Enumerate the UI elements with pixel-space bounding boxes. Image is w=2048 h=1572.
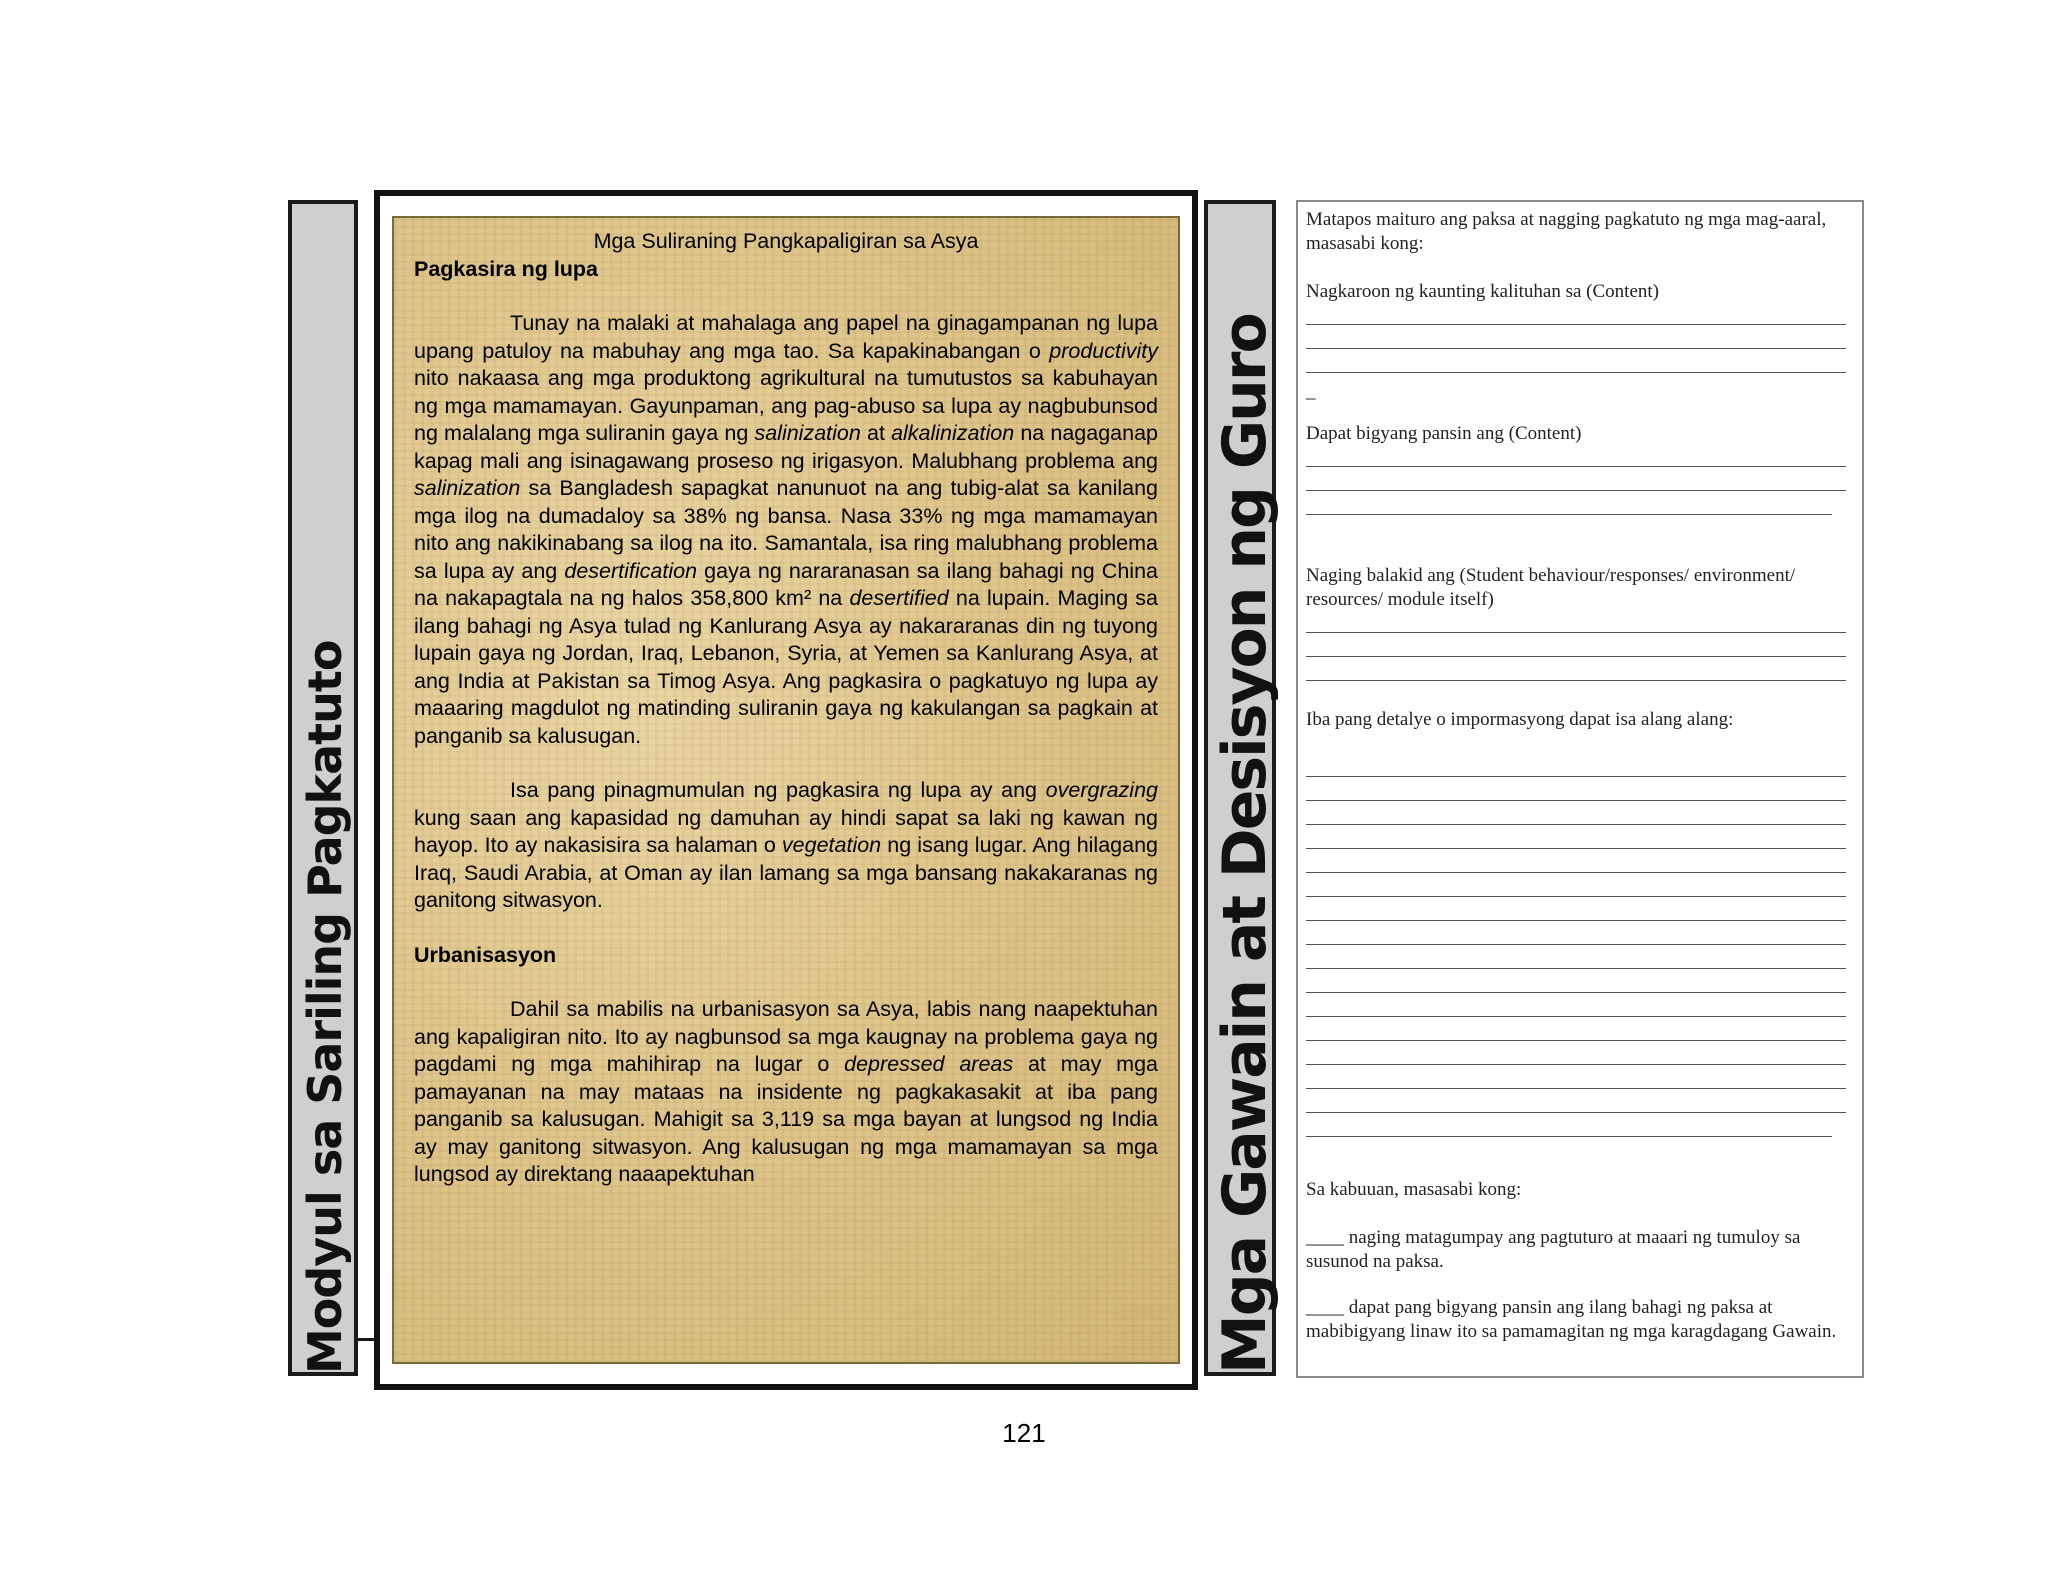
form-line[interactable] [1306, 1016, 1846, 1017]
paragraph-3: Dahil sa mabilis na urbanisasyon sa Asya, labis nang naapektuhan ang kapaligiran nito. Ito ay nagbunsod sa mga kaugnay na problema gaya ng pagdami ng mga mahihirap na lugar o depressed areas at may mga pamayanan na may mataas na insidente ng pagkakasakit at iba pang panganib sa kalusugan. Mahigit sa 3,119 sa mga bayan at lungsod ng India ay may ganitong sitwasyon. Ang kalusugan ng mga mamamayan sa mga lungsod ay direktang naaapektuhan [414, 997, 1158, 1186]
form-line[interactable] [1306, 824, 1846, 825]
form-line[interactable] [1306, 680, 1846, 681]
italic-term: overgrazing [1045, 778, 1158, 802]
paragraph-1: Tunay na malaki at mahalaga ang papel na ginagampanan ng lupa upang patuloy na mabuhay ang mga tao. Sa kapakinabangan o productivity nito nakaasa ang mga produktong agrikultural na tumutustos sa kabuhayan ng mga mamamayan. Gayunpaman, ang pag-abuso sa lupa ay nagbubunsod ng malalang mga suliranin gaya ng salinization at alkalinization na nagaganap kapag mali ang isinagawang proseso ng irigasyon. Malubhang problema ang salinization sa Bangladesh sapagkat nanunuot na ang tubig-alat sa kanilang mga ilog na dumadaloy sa 38% ng bansa. Nasa 33% ng mga mamamayan nito ang nakikinabang sa ilog na ito. Samantala, isa ring malubhang problema sa lupa ay ang desertification gaya ng nararanasan sa ilang bahagi ng China na nakapagtala na ng halos 358,800 km² na desertified na lupain. Maging sa ilang bahagi ng Asya tulad ng Kanlurang Asya ay nakararanas din ng tuyong lupain gaya ng Jordan, Iraq, Lebanon, Syria, at Yemen sa Kanlurang Asya, at ang India at Pakistan sa Timog Asya. Ang pagkasira o pagkatuyo ng lupa ay maaaring magdulot ng matinding suliranin gaya ng kakulangan sa pagkain at panganib sa kalusugan. [414, 311, 1158, 748]
form-line[interactable] [1306, 776, 1846, 777]
form-line[interactable] [1306, 920, 1846, 921]
italic-term: depressed areas [844, 1052, 1014, 1076]
form-line[interactable] [1306, 656, 1846, 657]
form-line[interactable] [1306, 1040, 1846, 1041]
form-line[interactable] [1306, 490, 1846, 491]
right-bar-label: Mga Gawain at Desisyon ng Guro [1210, 314, 1280, 1374]
form-section-confusion: Nagkaroon ng kaunting kalituhan sa (Content) [1306, 281, 1660, 302]
form-summary: Sa kabuuan, masasabi kong: [1306, 1179, 1522, 1200]
form-line[interactable] [1306, 514, 1832, 515]
left-bar-connector [354, 1338, 376, 1341]
italic-term: desertified [849, 586, 949, 610]
form-line[interactable] [1306, 800, 1846, 801]
form-dash: _ [1306, 381, 1316, 402]
paragraph-2: Isa pang pinagmumulan ng pagkasira ng lupa ay ang overgrazing kung saan ang kapasidad ng damuhan ay hindi sapat sa laki ng kawan ng hayop. Ito ay nakasisira sa halaman o vegetation ng isang lugar. Ang hilagang Iraq, Saudi Arabia, at Oman ay ilan lamang sa mga bansang nakakaranas ng ganitong sitwasyon. [414, 778, 1158, 912]
form-section-other-details: Iba pang detalye o impormasyong dapat isa alang alang: [1306, 709, 1734, 730]
article-title: Mga Suliraning Pangkapaligiran sa Asya [593, 229, 979, 253]
form-line[interactable] [1306, 1112, 1846, 1113]
article-content [414, 228, 1158, 1189]
form-line[interactable] [1306, 848, 1846, 849]
left-bar-label: Modyul sa Sariling Pagkatuto [298, 640, 352, 1374]
form-intro: Matapos maituro ang paksa at nagging pagkatuto ng mga mag-aaral, masasabi kong: [1306, 209, 1827, 254]
form-line[interactable] [1306, 944, 1846, 945]
form-line[interactable] [1306, 968, 1846, 969]
italic-term: desertification [564, 558, 698, 583]
parchment-background [392, 216, 1180, 1364]
form-line[interactable] [1306, 466, 1846, 467]
form-line[interactable] [1306, 632, 1846, 633]
teacher-reflection-form [1296, 200, 1864, 1378]
form-line[interactable] [1306, 896, 1846, 897]
form-option-needs-attention[interactable]: ____ dapat pang bigyang pansin ang ilang bahagi ng paksa at mabibigyang linaw ito sa pamamagitan ng mga karagdagang Gawain. [1306, 1297, 1837, 1342]
heading-urbanisasyon: Urbanisasyon [414, 942, 557, 967]
form-line[interactable] [1306, 872, 1846, 873]
heading-pagkasira-ng-lupa: Pagkasira ng lupa [414, 256, 599, 281]
italic-term: salinization [754, 421, 861, 445]
italic-term: productivity [1049, 338, 1158, 363]
form-section-obstacles: Naging balakid ang (Student behaviour/responses/ environment/ resources/ module itself) [1306, 565, 1796, 610]
form-option-successful[interactable]: ____ naging matagumpay ang pagtuturo at maaari ng tumuloy sa susunod na paksa. [1306, 1227, 1801, 1272]
italic-term: vegetation [781, 833, 882, 857]
form-line[interactable] [1306, 348, 1846, 349]
article-frame [374, 190, 1198, 1390]
form-line[interactable] [1306, 372, 1846, 373]
italic-term: alkalinization [891, 421, 1015, 445]
form-line[interactable] [1306, 324, 1846, 325]
italic-term: salinization [414, 476, 521, 500]
form-line[interactable] [1306, 992, 1846, 993]
form-line[interactable] [1306, 1064, 1846, 1065]
right-vertical-bar [1204, 200, 1280, 1376]
left-vertical-bar [288, 200, 358, 1376]
form-section-attention: Dapat bigyang pansin ang (Content) [1306, 423, 1582, 444]
form-line[interactable] [1306, 1136, 1832, 1137]
page-number: 121 [1002, 1418, 1046, 1448]
form-line[interactable] [1306, 1088, 1846, 1089]
